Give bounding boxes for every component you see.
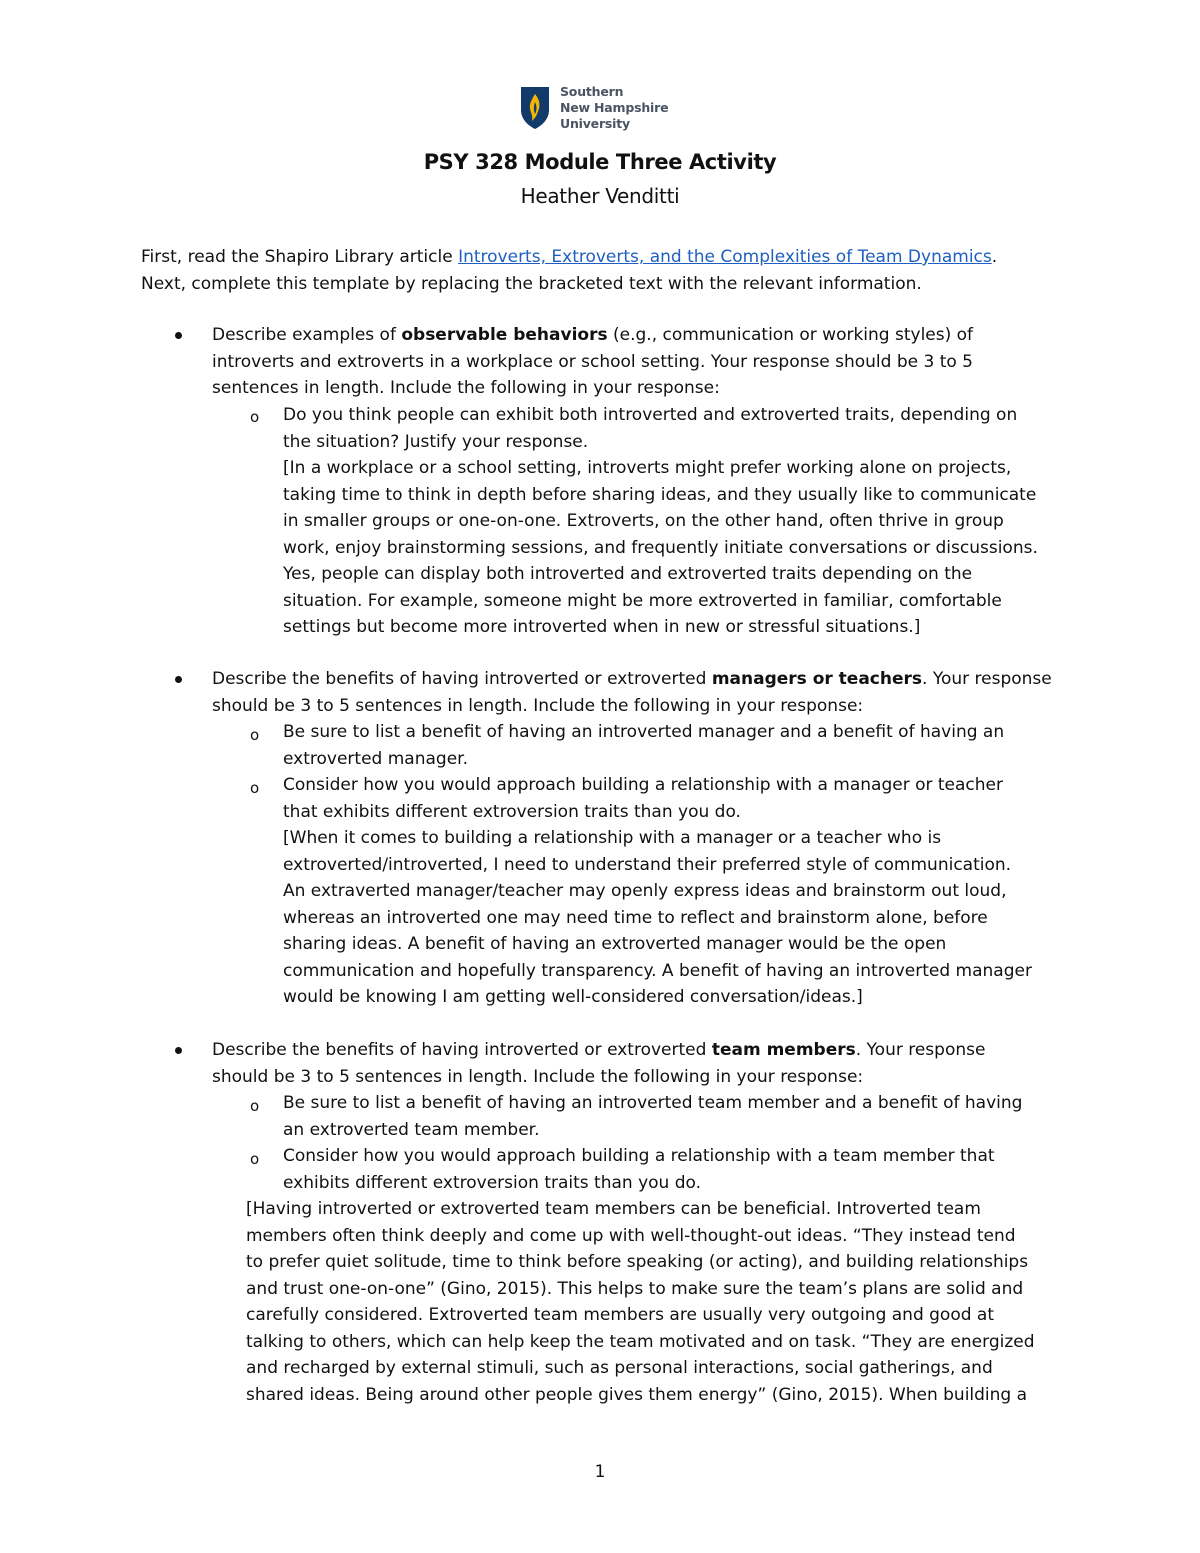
response-line: extroverted/introverted, I need to understand their preferred style of communication. — [283, 854, 1012, 875]
page-number: 1 — [594, 1462, 606, 1482]
sub-line: exhibits different extroversion traits than you do. — [283, 1172, 702, 1193]
prompt-line — [212, 1037, 1092, 1064]
sub-bullet-text — [283, 772, 1083, 1011]
prompt-emphasis: managers or teachers — [711, 669, 923, 689]
logo-line-1: Southern — [560, 84, 624, 99]
bullet-icon — [175, 1047, 182, 1054]
logo-line-2: New Hampshire — [560, 100, 669, 115]
article-link[interactable]: Introverts, Extroverts, and the Complexities of Team Dynamics — [458, 247, 992, 267]
sub-line: Be sure to list a benefit of having an introverted manager and a benefit of having an — [283, 722, 1005, 742]
sub-line: Do you think people can exhibit both introverted and extroverted traits, depending on — [283, 405, 1018, 425]
response-line: and recharged by external stimuli, such as personal interactions, social gatherings, and — [246, 1358, 993, 1378]
response-line: [When it comes to building a relationship with a manager or a teacher who is — [283, 828, 942, 848]
bullet-text — [212, 666, 1092, 719]
intro-period: . — [991, 247, 998, 267]
response-line: An extraverted manager/teacher may openly express ideas and brainstorm out loud, — [283, 881, 1007, 901]
response-line: in smaller groups or one-on-one. Extroverts, on the other hand, often thrive in group — [283, 511, 1004, 531]
response-line: whereas an introverted one may need time to reflect and brainstorm alone, before — [283, 907, 988, 928]
response-line: [In a workplace or a school setting, introverts might prefer working alone on projects, — [283, 458, 1012, 478]
intro-text: First, read the Shapiro Library article — [141, 247, 459, 267]
prompt-line: introverts and extroverts in a workplace or school setting. Your response should be 3 to 5 — [212, 351, 973, 372]
response-line: communication and hopefully transparency. A benefit of having an introverted manager — [283, 960, 1032, 981]
bullet-text — [212, 322, 1092, 402]
prompt-text: . Your response — [922, 669, 1052, 689]
sub-bullet-icon: o — [250, 779, 260, 797]
response-line: members often think deeply and come up with well-thought-out ideas. “They instead tend — [246, 1225, 1016, 1246]
sub-line: Consider how you would approach building a relationship with a team member that — [283, 1146, 995, 1166]
response-line: would be knowing I am getting well-considered conversation/ideas.] — [283, 987, 863, 1007]
response-line: and trust one-on-one” (Gino, 2015). This helps to make sure the team’s plans are solid and — [246, 1278, 1024, 1299]
sub-bullet-text — [283, 1143, 1083, 1196]
response-text — [246, 1196, 1086, 1408]
sub-line: an extroverted team member. — [283, 1119, 540, 1140]
sub-bullet-icon: o — [250, 1097, 260, 1115]
sub-line: Consider how you would approach building a relationship with a manager or teacher — [283, 775, 1004, 795]
intro-paragraph — [141, 244, 1081, 297]
sub-bullet-text — [283, 719, 1083, 772]
bullet-icon — [175, 332, 182, 339]
prompt-line — [212, 666, 1092, 693]
bullet-text — [212, 1037, 1092, 1090]
sub-bullet-icon: o — [250, 1150, 260, 1168]
response-line: carefully considered. Extroverted team members are usually very outgoing and good at — [246, 1305, 995, 1325]
response-line: settings but become more introverted when in new or stressful situations.] — [283, 617, 921, 637]
response-line: sharing ideas. A benefit of having an extroverted manager would be the open — [283, 934, 947, 954]
prompt-text: Describe examples of — [212, 325, 402, 345]
prompt-text: . Your response — [855, 1040, 986, 1060]
intro-line-2: Next, complete this template by replacing the bracketed text with the relevant information. — [141, 273, 922, 294]
sub-bullet-icon: o — [250, 726, 260, 744]
response-line: Yes, people can display both introverted and extroverted traits depending on the — [283, 564, 973, 584]
sub-line: that exhibits different extroversion traits than you do. — [283, 801, 741, 822]
prompt-line — [212, 322, 1092, 349]
intro-line-1 — [141, 244, 1081, 271]
response-line: talking to others, which can help keep the team motivated and on task. “They are energized — [246, 1331, 1035, 1352]
university-logo — [520, 84, 668, 132]
response-line: to prefer quiet solitude, time to think before speaking (or acting), and building relationships — [246, 1252, 1029, 1272]
sub-line: extroverted manager. — [283, 748, 468, 769]
logo-line-3: University — [560, 116, 630, 131]
response-line: situation. For example, someone might be more extroverted in familiar, comfortable — [283, 590, 1002, 611]
author-name: Heather Venditti — [520, 184, 680, 208]
sub-bullet-icon: o — [250, 408, 260, 426]
prompt-line: should be 3 to 5 sentences in length. Include the following in your response: — [212, 1066, 864, 1087]
prompt-line: should be 3 to 5 sentences in length. Include the following in your response: — [212, 695, 864, 716]
prompt-line: sentences in length. Include the following in your response: — [212, 378, 720, 398]
response-line: taking time to think in depth before sharing ideas, and they usually like to communicate — [283, 484, 1037, 505]
response-line: work, enjoy brainstorming sessions, and frequently initiate conversations or discussions. — [283, 537, 1038, 558]
sub-line: Be sure to list a benefit of having an introverted team member and a benefit of having — [283, 1093, 1023, 1113]
prompt-text: Describe the benefits of having introverted or extroverted — [212, 1040, 712, 1060]
prompt-text: Describe the benefits of having introverted or extroverted — [212, 669, 712, 689]
sub-bullet-text — [283, 402, 1083, 641]
sub-bullet-text — [283, 1090, 1083, 1143]
response-line: shared ideas. Being around other people gives them energy” (Gino, 2015). When building a — [246, 1384, 1028, 1405]
prompt-emphasis: observable behaviors — [401, 325, 608, 345]
university-shield-icon — [520, 86, 550, 130]
bullet-icon — [175, 676, 182, 683]
response-line: [Having introverted or extroverted team members can be beneficial. Introverted team — [246, 1199, 981, 1219]
sub-line: the situation? Justify your response. — [283, 431, 589, 452]
prompt-emphasis: team members — [711, 1040, 856, 1060]
logo-wordmark — [560, 84, 668, 132]
prompt-text: (e.g., communication or working styles) of — [607, 325, 974, 345]
document-title: PSY 328 Module Three Activity — [423, 150, 777, 174]
